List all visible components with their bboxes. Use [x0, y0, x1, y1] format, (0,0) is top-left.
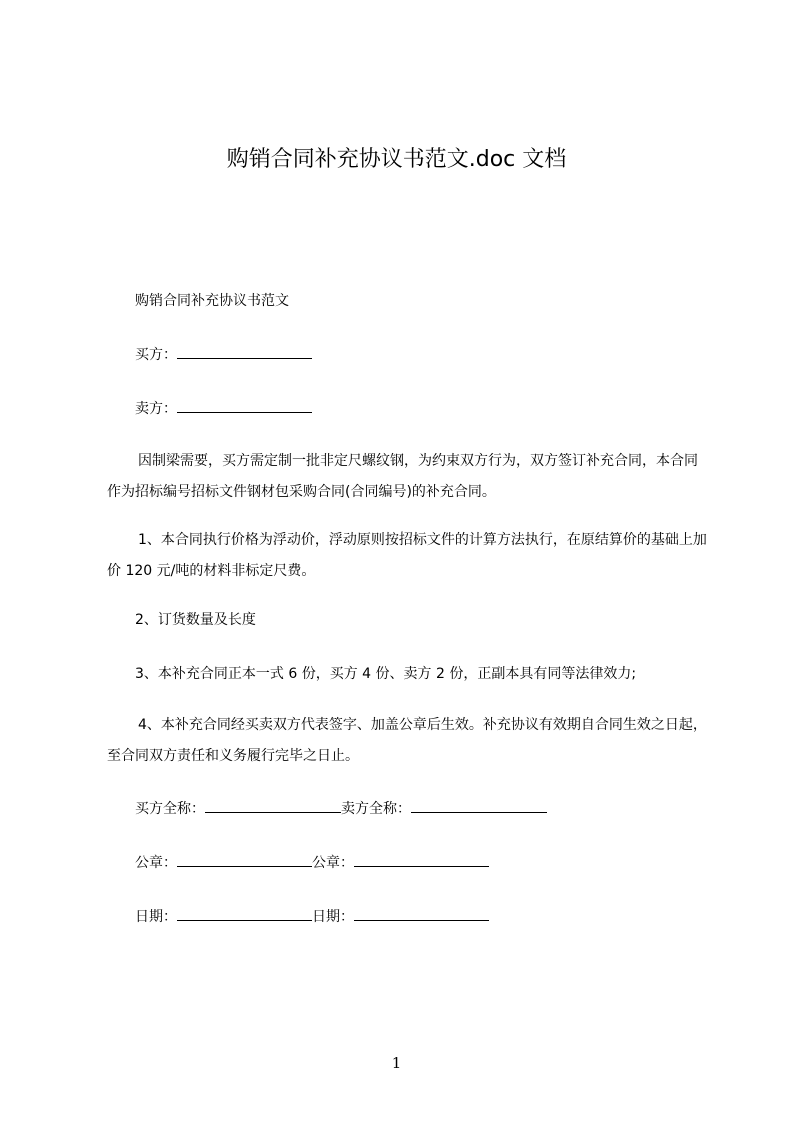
seller-seal-blank	[354, 851, 489, 867]
full-name-line	[107, 797, 735, 821]
seller-date-blank	[354, 905, 489, 921]
buyer-label: 买方：	[135, 347, 177, 363]
seller-seal-label: 公章：	[312, 855, 354, 871]
seller-blank	[177, 397, 312, 413]
buyer-blank	[177, 343, 312, 359]
clause-2: 2、订货数量及长度	[135, 612, 256, 628]
page-number: 1	[391, 1054, 402, 1072]
seller-label: 卖方：	[135, 401, 177, 417]
clause-3: 3、本补充合同正本一式 6 份，买方 4 份、卖方 2 份，正副本具有同等法律效力;	[135, 666, 637, 682]
buyer-full-name-blank	[205, 797, 341, 813]
seal-line	[107, 851, 735, 875]
clause-1: 1、本合同执行价格为浮动价，浮动原则按招标文件的计算方法执行，在原结算价的基础上加价 120 元/吨的材料非标定尺费。	[107, 532, 707, 579]
buyer-line	[107, 343, 735, 367]
intro-paragraph: 因制梁需要，买方需定制一批非定尺螺纹钢，为约束双方行为，双方签订补充合同，本合同作为招标编号招标文件钢材包采购合同(合同编号)的补充合同。	[107, 453, 698, 500]
buyer-date-blank	[177, 905, 312, 921]
date-line	[107, 905, 735, 929]
clause-4: 4、本补充合同经买卖双方代表签字、加盖公章后生效。补充协议有效期自合同生效之日起，至合同双方责任和义务履行完毕之日止。	[107, 717, 707, 764]
seller-full-name-blank	[411, 797, 547, 813]
buyer-full-name-label: 买方全称：	[135, 801, 205, 817]
seller-full-name-label: 卖方全称：	[341, 801, 411, 817]
buyer-seal-label: 公章：	[135, 855, 177, 871]
document-heading: 购销合同补充协议书范文	[135, 293, 289, 309]
document-title: 购销合同补充协议书范文.doc 文档	[226, 147, 567, 172]
seller-date-label: 日期：	[312, 909, 354, 925]
buyer-date-label: 日期：	[135, 909, 177, 925]
seller-line	[107, 397, 735, 421]
buyer-seal-blank	[177, 851, 312, 867]
